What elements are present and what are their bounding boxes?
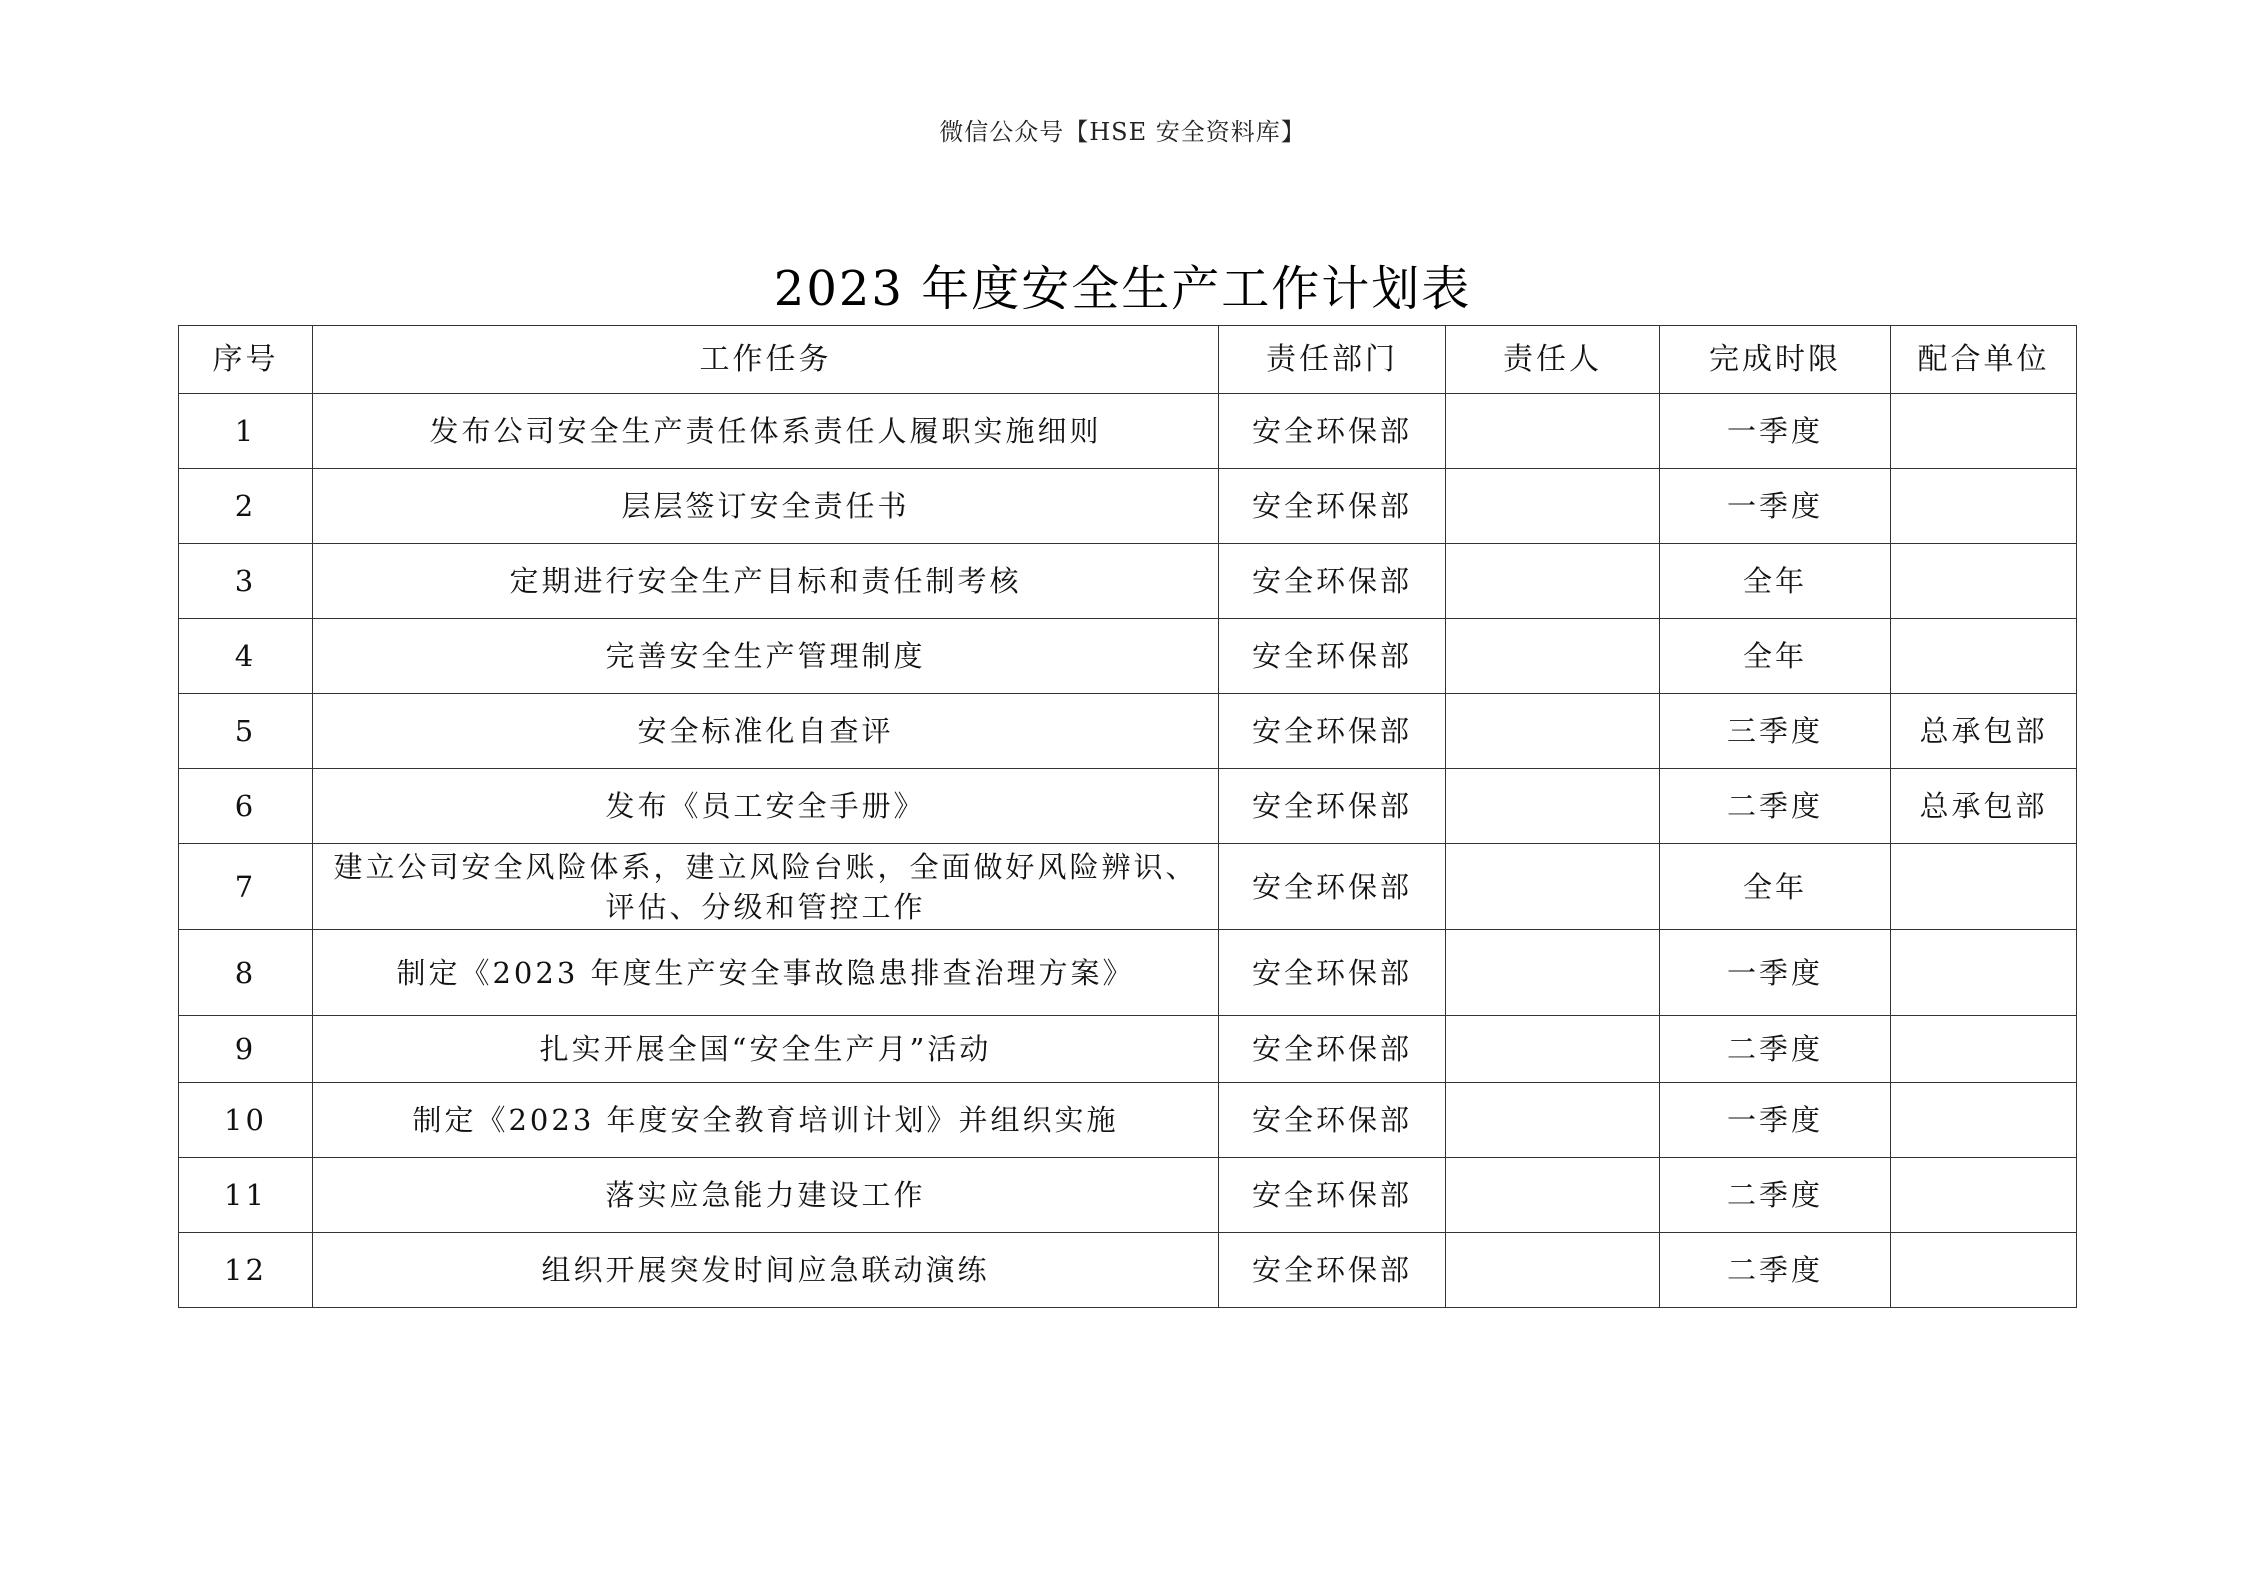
source-header: 微信公众号【HSE 安全资料库】 <box>939 118 1306 146</box>
cell-task: 发布公司安全生产责任体系责任人履职实施细则 <box>313 394 1219 469</box>
cell-owner <box>1446 1016 1660 1083</box>
column-header-no: 序号 <box>179 326 313 394</box>
cell-owner <box>1446 769 1660 844</box>
column-header-task: 工作任务 <box>313 326 1219 394</box>
cell-partner <box>1891 394 2077 469</box>
cell-no: 11 <box>179 1158 313 1233</box>
cell-partner <box>1891 1233 2077 1308</box>
cell-task: 制定《2023 年度安全教育培训计划》并组织实施 <box>313 1083 1219 1158</box>
cell-partner <box>1891 930 2077 1016</box>
cell-owner <box>1446 844 1660 930</box>
table-row <box>179 694 2077 769</box>
table-row <box>179 1016 2077 1083</box>
cell-dept: 安全环保部 <box>1219 544 1446 619</box>
cell-task: 扎实开展全国“安全生产月”活动 <box>313 1016 1219 1083</box>
cell-no: 2 <box>179 469 313 544</box>
cell-owner <box>1446 1083 1660 1158</box>
cell-deadline: 一季度 <box>1660 394 1891 469</box>
cell-dept: 安全环保部 <box>1219 394 1446 469</box>
cell-owner <box>1446 544 1660 619</box>
table-row <box>179 1233 2077 1308</box>
cell-no: 9 <box>179 1016 313 1083</box>
cell-task: 安全标准化自查评 <box>313 694 1219 769</box>
cell-partner <box>1891 1016 2077 1083</box>
cell-task: 制定《2023 年度生产安全事故隐患排查治理方案》 <box>313 930 1219 1016</box>
cell-partner <box>1891 1083 2077 1158</box>
cell-dept: 安全环保部 <box>1219 469 1446 544</box>
cell-no: 6 <box>179 769 313 844</box>
column-header-deadline: 完成时限 <box>1660 326 1891 394</box>
cell-no: 8 <box>179 930 313 1016</box>
cell-dept: 安全环保部 <box>1219 619 1446 694</box>
table-row <box>179 1158 2077 1233</box>
table-row <box>179 544 2077 619</box>
table-row <box>179 469 2077 544</box>
cell-no: 4 <box>179 619 313 694</box>
cell-dept: 安全环保部 <box>1219 1016 1446 1083</box>
cell-dept: 安全环保部 <box>1219 694 1446 769</box>
cell-no: 7 <box>179 844 313 930</box>
page-title: 2023 年度安全生产工作计划表 <box>773 261 1472 317</box>
cell-partner: 总承包部 <box>1891 769 2077 844</box>
table-row <box>179 844 2077 930</box>
table-header-row <box>179 326 2077 394</box>
cell-dept: 安全环保部 <box>1219 844 1446 930</box>
cell-task: 组织开展突发时间应急联动演练 <box>313 1233 1219 1308</box>
cell-task: 定期进行安全生产目标和责任制考核 <box>313 544 1219 619</box>
cell-task: 层层签订安全责任书 <box>313 469 1219 544</box>
cell-no: 10 <box>179 1083 313 1158</box>
cell-dept: 安全环保部 <box>1219 930 1446 1016</box>
cell-dept: 安全环保部 <box>1219 1233 1446 1308</box>
cell-owner <box>1446 619 1660 694</box>
cell-deadline: 二季度 <box>1660 1233 1891 1308</box>
cell-deadline: 二季度 <box>1660 1016 1891 1083</box>
cell-owner <box>1446 394 1660 469</box>
cell-dept: 安全环保部 <box>1219 1083 1446 1158</box>
cell-deadline: 全年 <box>1660 844 1891 930</box>
work-plan-table <box>178 325 2077 1308</box>
cell-task: 发布《员工安全手册》 <box>313 769 1219 844</box>
column-header-owner: 责任人 <box>1446 326 1660 394</box>
cell-owner <box>1446 694 1660 769</box>
cell-task: 落实应急能力建设工作 <box>313 1158 1219 1233</box>
cell-owner <box>1446 469 1660 544</box>
table-row <box>179 769 2077 844</box>
table-row <box>179 619 2077 694</box>
cell-task: 建立公司安全风险体系，建立风险台账，全面做好风险辨识、评估、分级和管控工作 <box>313 844 1219 930</box>
cell-dept: 安全环保部 <box>1219 1158 1446 1233</box>
cell-dept: 安全环保部 <box>1219 769 1446 844</box>
cell-partner <box>1891 469 2077 544</box>
table-row <box>179 394 2077 469</box>
cell-owner <box>1446 930 1660 1016</box>
cell-partner <box>1891 544 2077 619</box>
table-row <box>179 1083 2077 1158</box>
cell-deadline: 三季度 <box>1660 694 1891 769</box>
table-row <box>179 930 2077 1016</box>
cell-deadline: 全年 <box>1660 619 1891 694</box>
cell-deadline: 二季度 <box>1660 769 1891 844</box>
cell-owner <box>1446 1233 1660 1308</box>
cell-deadline: 一季度 <box>1660 1083 1891 1158</box>
cell-deadline: 全年 <box>1660 544 1891 619</box>
cell-no: 3 <box>179 544 313 619</box>
cell-partner <box>1891 1158 2077 1233</box>
cell-partner <box>1891 619 2077 694</box>
cell-deadline: 一季度 <box>1660 930 1891 1016</box>
cell-deadline: 二季度 <box>1660 1158 1891 1233</box>
cell-no: 12 <box>179 1233 313 1308</box>
cell-partner: 总承包部 <box>1891 694 2077 769</box>
cell-partner <box>1891 844 2077 930</box>
cell-no: 5 <box>179 694 313 769</box>
column-header-partner: 配合单位 <box>1891 326 2077 394</box>
cell-owner <box>1446 1158 1660 1233</box>
column-header-dept: 责任部门 <box>1219 326 1446 394</box>
cell-deadline: 一季度 <box>1660 469 1891 544</box>
cell-no: 1 <box>179 394 313 469</box>
cell-task: 完善安全生产管理制度 <box>313 619 1219 694</box>
